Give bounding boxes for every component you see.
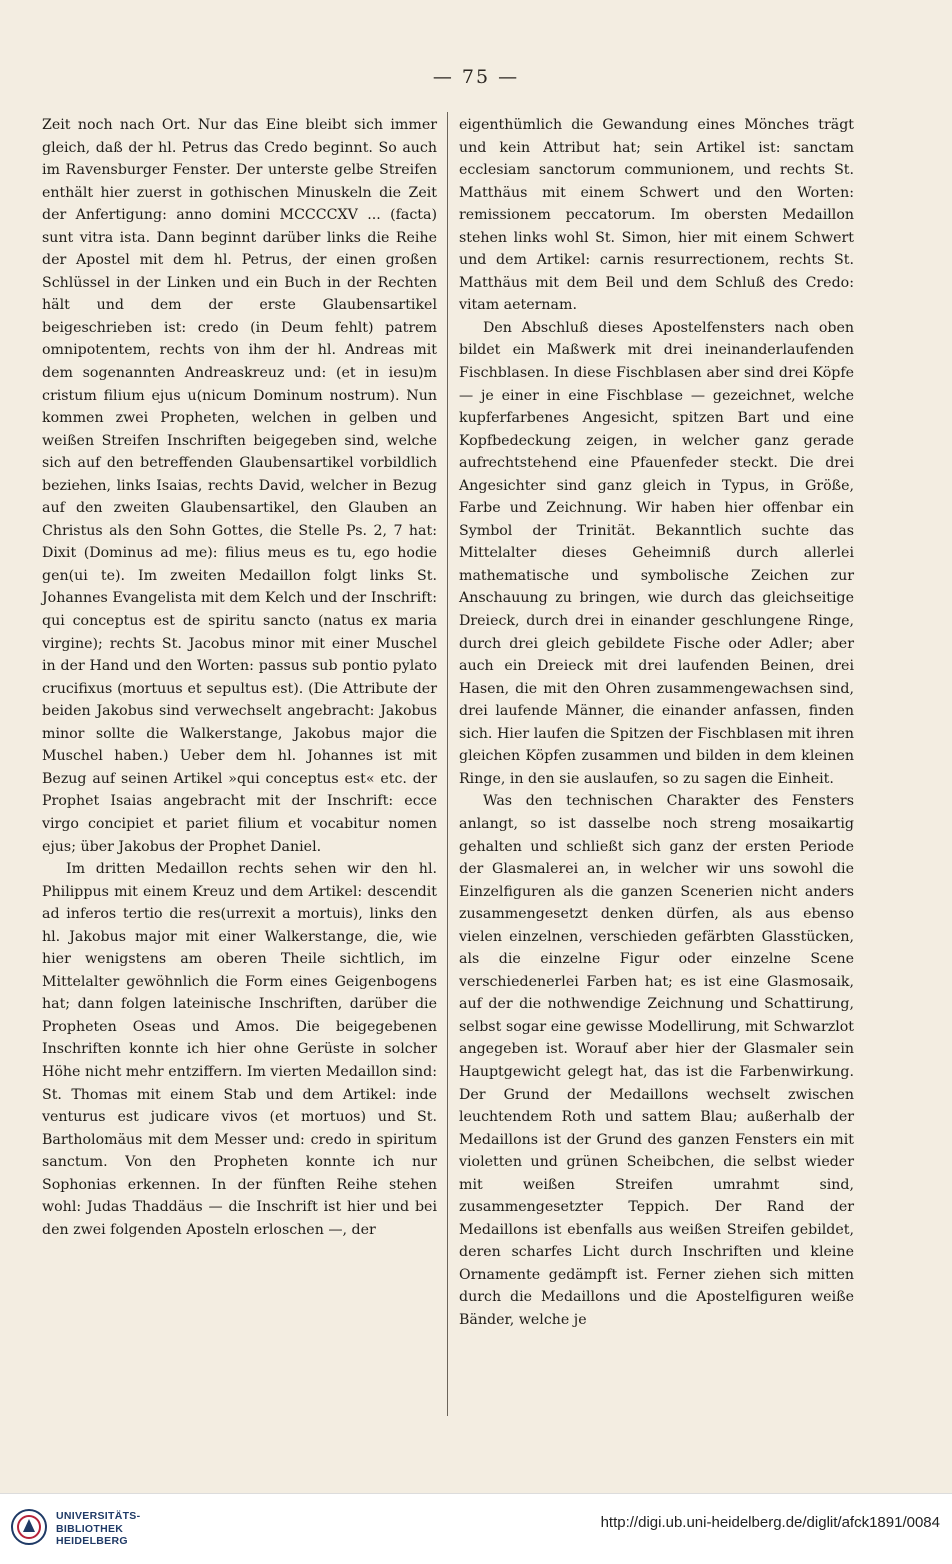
right-paragraph-2: Den Abschluß dieses Apostelfensters nach oben bildet ein Maßwerk mit drei ineinanderlaufenden Fischblasen. In diese Fischblasen aber sind drei Köpfe — je einer in eine Fischblase — gezeichnet, welche kupferfarbenes Angesicht, spitzen Bart und eine Kopfbedeckung zeigen, in welcher ganz gerade aufrechtstehend eine Pfauenfeder steckt. Die drei Angesichter sind ganz gleich in Typus, in Größe, Farbe und Zeichnung. Wir haben hier offenbar ein Symbol der Trinität. Bekanntlich suchte das Mittelalter dieses Geheimniß durch allerlei mathematische und symbolische Zeichen zur Anschauung zu bringen, wie durch das gleichseitige Dreieck, durch drei in einander geschlungene Ringe, durch drei gleich gebildete Fische oder Adler; aber auch ein Dreieck mit drei laufenden Beinen, drei Hasen, die mit den Ohren zusammengewachsen sind, drei laufende Männer, die einander anfassen, finden sich. Hier laufen die Spitzen der Fischblasen mit ihren gleichen Köpfen zusammen und bilden in dem kleinen Ringe, in den sie auslaufen, so zu sagen die Einheit. [459, 319, 854, 787]
left-paragraph-1: Zeit noch nach Ort. Nur das Eine bleibt sich immer gleich, daß der hl. Petrus das Credo beginnt. So auch im Ravensburger Fenster. Der unterste gelbe Streifen enthält hier zuerst in gothischen Minuskeln die Zeit der Anfertigung: anno domini MCCCCXV ... (facta) sunt vitra ista. Dann beginnt darüber links die Reihe der Apostel mit dem hl. Petrus, der einen großen Schlüssel in der Linken und ein Buch in der Rechten hält und dem der erste Glaubensartikel beigeschrieben ist: credo (in Deum fehlt) patrem omnipotentem, rechts von ihm der hl. Andreas mit dem sogenannten Andreaskreuz und: (et in iesu)m cristum filium ejus u(nicum Dominum nostrum). Nun kommen zwei Propheten, welchen in gelben und weißen Streifen Inschriften beigegeben sind, welche sich auf den betreffenden Glaubensartikel vorbildlich beziehen, links Isaias, rechts David, welcher in Bezug auf den zweiten Glaubensartikel, den Glauben an Christus als den Sohn Gottes, die Stelle Ps. 2, 7 hat: Dixit (Dominus ad me): filius meus es tu, ego hodie gen(ui te). Im zweiten Medaillon folgt links St. Johannes Evangelista mit dem Kelch und der Inschrift: qui conceptus est de spiritu sancto (natus ex maria virgine); rechts St. Jacobus minor mit einer Muschel in der Hand und den Worten: passus sub pontio pylato crucifixus (mortuus et sepultus est). (Die Attribute der beiden Jakobus sind verwechselt angebracht: Jakobus minor sollte die Walkerstange, Jakobus major die Muschel haben.) Ueber dem hl. Johannes ist mit Bezug auf seinen Artikel »qui conceptus est« etc. der Prophet Isaias angebracht mit der Inschrift: ecce virgo concipiet et pariet filium et vocabitur nomen ejus; über Jakobus der Prophet Daniel. [42, 117, 437, 855]
left-column [42, 114, 437, 1241]
library-name-line-3: HEIDELBERG [56, 1535, 128, 1547]
right-paragraph-3: Was den technischen Charakter des Fensters anlangt, so ist dasselbe noch streng mosaikartig gehalten und schließt sich ganz der ersten Periode der Glasmalerei an, in welcher wir uns sowohl die Einzelfiguren als die ganzen Scenerien nicht anders zusammengesetzt denken dürfen, als aus ebenso vielen einzelnen, verschieden gefärbten Glasstücken, als die einzelne Figur oder einzelne Scene verschiedenerlei Farben hat; es ist eine Glasmosaik, auf der die nothwendige Zeichnung und Schattirung, selbst sogar eine gewisse Modellirung, mit Schwarzlot angegeben ist. Worauf aber hier der Glasmaler sein Hauptgewicht gelegt hat, das ist die Farbenwirkung. Der Grund der Medaillons wechselt zwischen leuchtendem Roth und sattem Blau; außerhalb der Medaillons ist der Grund des ganzen Fensters ein mit violetten und grünen Scheibchen, die selbst wieder mit weißen Streifen umrahmt sind, zusammengesetzter Teppich. Der Rand der Medaillons ist ebenfalls aus weißen Streifen gebildet, deren scharfes Licht durch Inschriften und kleine Ornamente gedämpft ist. Ferner ziehen sich mitten durch die Medaillons und die Apostelfiguren weiße Bänder, welche je [459, 793, 854, 1328]
column-divider [447, 112, 448, 1416]
left-paragraph-2: Im dritten Medaillon rechts sehen wir den hl. Philippus mit einem Kreuz und dem Artikel: descendit ad inferos tertio die res(urrexit a mortuis), links den hl. Jakobus major mit einer Walkerstange, die, wie hier wenigstens am oberen Theile sichtlich, im Mittelalter gewöhnlich die Form eines Geigenbogens hat; dann folgen lateinische Inschriften, darüber die Propheten Oseas und Amos. Die beigegebenen Inschriften konnte ich hier ohne Gerüste in solcher Höhe nicht mehr entziffern. Im vierten Medaillon sind: St. Thomas mit einem Stab und dem Artikel: inde venturus est judicare vivos (et mortuos) und St. Bartholomäus mit dem Messer und: credo in spiritum sanctum. Von den Propheten konnte ich nur Sophonias erkennen. In der fünften Reihe stehen wohl: Judas Thaddäus — die Inschrift ist hier und bei den zwei folgenden Aposteln erloschen —, der [42, 861, 437, 1238]
library-name-line-2: BIBLIOTHEK [56, 1522, 124, 1535]
page-number: — 75 — [432, 66, 520, 88]
permalink-url[interactable]: http://digi.ub.uni-heidelberg.de/diglit/afck1891/0084 [600, 1514, 940, 1531]
library-name [56, 1510, 140, 1548]
right-column [459, 114, 854, 1332]
library-seal-icon [10, 1508, 48, 1546]
library-name-line-1: UNIVERSITÄTS- [56, 1510, 141, 1522]
library-logo[interactable] [10, 1506, 200, 1554]
right-paragraph-1: eigenthümlich die Gewandung eines Mönches trägt und kein Attribut hat; sein Artikel ist: sanctam ecclesiam sanctorum communionem, und rechts St. Matthäus mit einem Schwert und den Worten: remissionem peccatorum. Im obersten Medaillon stehen links wohl St. Simon, hier mit einem Schwert und dem Artikel: carnis resurrectionem, rechts St. Matthäus mit dem Beil und dem Schluß des Credo: vitam aeternam. [459, 117, 854, 314]
viewer-footer [0, 1493, 952, 1564]
